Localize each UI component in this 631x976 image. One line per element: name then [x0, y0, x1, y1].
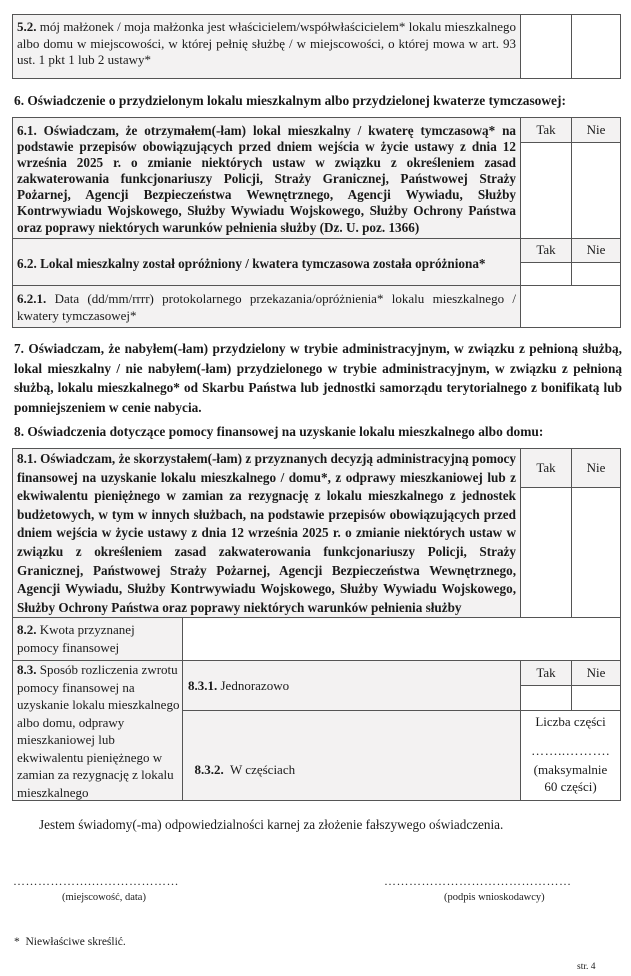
parts-count-label: Liczba części	[535, 714, 606, 729]
row-8-1-no-header	[571, 448, 621, 488]
row-6-2-no-header	[571, 238, 621, 263]
row-8-3-2-number: 8.3.2.	[194, 761, 224, 777]
row-6-2-no-cell[interactable]	[571, 262, 621, 286]
no-label: Nie	[586, 664, 606, 680]
signature-line[interactable]: ………………………………………	[384, 874, 572, 888]
yes-label: Tak	[536, 664, 556, 680]
row-6-2-1-body: Data (dd/mm/rrrr) protokolarnego przekazania/opróżnienia* lokalu mieszkalnego / kwatery tymczasowej*	[17, 291, 516, 323]
row-8-3-1-no-cell[interactable]	[571, 685, 621, 711]
yes-label: Tak	[536, 242, 556, 258]
section-7-statement: 7. Oświadczam, że nabyłem(-łam) przydzielony w trybie administracyjnym, w związku z pełnioną służbą, lokal mieszkalny / nie nabyłem(-łam) przydzielonego w trybie administracyjnym, w związku z pełnioną służbą, lokalu mieszkalnego* od Skarbu Państwa lub jednostki samorządu terytorialnego z bonifikatą lub pomniejszeniem w cenie nabycia.	[14, 341, 622, 415]
row-8-1-no-cell[interactable]	[571, 487, 621, 618]
row-6-2-1-date-field[interactable]	[520, 285, 621, 328]
row-8-3-number: 8.3.	[17, 662, 37, 677]
row-8-3-2-body: W częściach	[223, 761, 296, 777]
row-5-2-number: 5.2.	[17, 19, 37, 34]
row-6-2-text: 6.2. Lokal mieszkalny został opróżniony / kwatera tymczasowa została opróżniona*	[17, 256, 486, 271]
row-6-1-text: 6.1. Oświadczam, że otrzymałem(-łam) lokal mieszkalny / kwaterę tymczasową* na podstawie przepisów obowiązujących przed dniem wejścia w życie ustawy z dnia 12 września 2025 r. o zmianie niektórych ustaw w związku z określeniem zasad zakwaterowania funkcjonariuszy Policji, Straży Granicznej, Państwowej Straży Pożarnej, Agencji Bezpieczeństwa Wewnętrznego, Agencji Wywiadu, Służby Kontrwywiadu Wojskowego, Służby Wywiadu Wojskowego, Służby Ochrony Państwa oraz poprawy niektórych warunków pełnienia służby (Dz. U. poz. 1366)	[17, 123, 516, 235]
row-5-2-yes-cell[interactable]	[520, 14, 572, 79]
yes-label: Tak	[536, 459, 556, 475]
row-6-2-yes-header	[520, 238, 572, 263]
row-8-3-1-body: Jednorazowo	[217, 678, 290, 693]
row-8-2-body: Kwota przyznanej pomocy finansowej	[17, 622, 135, 655]
row-8-1-yes-cell[interactable]	[520, 487, 572, 618]
row-8-2-label	[17, 621, 179, 657]
row-5-2-text	[17, 19, 516, 69]
row-8-3-label	[17, 661, 181, 801]
row-8-3-2-text	[188, 745, 295, 778]
row-8-3-body: Sposób rozliczenia zwrotu pomocy finansowej na uzyskanie lokalu mieszkalnego albo domu, odprawy mieszkaniowej lub ekwiwalentu pieniężnego w zamian za rezygnację z lokalu mieszkalnego	[17, 662, 180, 800]
row-5-2-no-cell[interactable]	[571, 14, 621, 79]
place-date-label: (miejscowość, data)	[62, 892, 146, 903]
signature-label: (podpis wnioskodawcy)	[444, 892, 545, 903]
section-6-heading: 6. Oświadczenie o przydzielonym lokalu mieszkalnym albo przydzielonej kwaterze tymczasowej:	[14, 93, 566, 108]
row-8-3-1-text	[188, 678, 289, 695]
row-8-3-1-number: 8.3.1.	[188, 678, 218, 693]
row-8-2-number: 8.2.	[17, 622, 37, 637]
row-6-2-yes-cell[interactable]	[520, 262, 572, 286]
row-8-2-amount-field[interactable]	[182, 617, 621, 661]
row-6-2-1-number: 6.2.1.	[17, 291, 47, 306]
page-number: str. 4	[577, 962, 596, 972]
row-8-1-yes-header	[520, 448, 572, 488]
row-8-3-1-yes-cell[interactable]	[520, 685, 572, 711]
row-6-1-no-cell[interactable]	[571, 142, 621, 239]
row-5-2-body: mój małżonek / moja małżonka jest właścicielem/współwłaścicielem* lokalu mieszkalnego albo domu w miejscowości, w której pełnię służbę / w miejscowości, o której mowa w art. 93 ust. 1 pkt 1 lub 2 ustawy*	[17, 19, 516, 68]
no-label: Nie	[586, 459, 606, 475]
row-6-1-yes-cell[interactable]	[520, 142, 572, 239]
row-8-3-1-no-header	[571, 660, 621, 686]
row-6-2-1-text	[17, 291, 516, 324]
declaration-text: Jestem świadomy(-ma) odpowiedzialności karnej za złożenie fałszywego oświadczenia.	[39, 817, 504, 832]
section-8-heading: 8. Oświadczenia dotyczące pomocy finansowej na uzyskanie lokalu mieszkalnego albo domu:	[14, 424, 544, 439]
no-label: Nie	[586, 242, 606, 258]
row-6-1-yes-header	[520, 117, 572, 143]
row-6-1-no-header	[571, 117, 621, 143]
parts-count-input[interactable]: ……..……….	[531, 743, 610, 758]
yes-label: Tak	[536, 121, 556, 137]
row-8-3-1-yes-header	[520, 660, 572, 686]
footnote: * Niewłaściwe skreślić.	[14, 936, 126, 948]
row-8-1-text: 8.1. Oświadczam, że skorzystałem(-łam) z przyznanych decyzją administracyjną pomocy finansowej na uzyskanie lokalu mieszkalnego / domu*, z odprawy mieszkaniowej lub z ekwiwalentu pieniężnego w zamian za rezygnację z lokalu mieszkalnego z jednostek budżetowych, w tym w innych służbach, na podstawie przepisów obowiązujących przed dniem wejścia w życie ustawy z dnia 12 września 2025 r. o zmianie niektórych ustaw w związku z określeniem zasad zakwaterowania funkcjonariuszy Policji, Straży Granicznej, Państwowej Straży Pożarnej, Agencji Bezpieczeństwa Wewnętrznego, Agencji Wywiadu, Służby Kontrwywiadu Wojskowego, Służby Wywiadu Wojskowego, Służby Ochrony Państwa oraz poprawy niektórych warunków pełnienia służby	[17, 451, 516, 615]
place-date-line[interactable]: ……………….…………………	[13, 874, 179, 888]
no-label: Nie	[586, 121, 606, 137]
parts-count-note: (maksymalnie 60 części)	[533, 762, 608, 794]
